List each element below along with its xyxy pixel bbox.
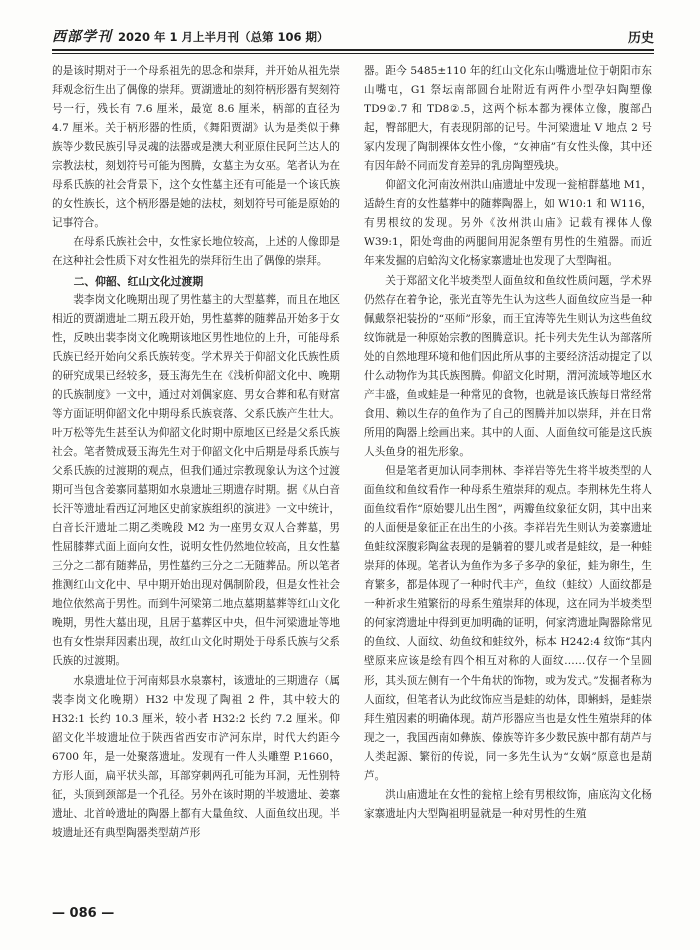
paragraph: 的是该时期对于一个母系祖先的思念和崇拜，并开始从祖先崇拜观念衍生出了偶像的崇拜。贾湖遗址的刻符柄形器有契刻符号一行，残长有 7.6 厘米，最宽 8.6 厘米，柄部的直径为 4.7 厘米。关于柄形器的性质，《舞阳贾湖》认为是类似于彝族等少数民族引导灵魂的法器或是澳大利亚原住民阿兰达人的宗教法杖，刻划符号可能为图腾，女墓主为女巫。笔者认为在母系氏族的社会背景下，这个女性墓主还有可能是一个该氏族的女性族长，这个柄形器是她的法杖，刻划符号可能是原始的记事符合。 <box>52 65 340 230</box>
paragraph: 裴李岗文化晚期出现了男性墓主的大型墓葬，而且在地区相近的贾湖遗址二期五段开始，男性墓葬的随葬品开始多于女性，反映出裴李岗文化晚期该地区男性地位的上升，可能母系氏族已经开始向父系氏族转变。学术界关于仰韶文化氏族性质的研究成果已经较多，聂玉海先生在《浅析仰韶文化中、晚期的氏族制度》一文中，通过对刘偶家庭、男女合葬和私有财富等方面证明仰韶文化中期母系氏族衰落、父系氏族产生壮大。叶万松等先生甚至认为仰韶文化时期中原地区已经是父系氏族社会。笔者赞成聂玉海先生对于仰韶文化中后期是母系氏族与父系氏族的过渡期的观点，但我们通过宗教现象认为这个过渡期可当包含姜寨同墓期如水泉遗址三期遗存时期。据《从白音长汗等遗址看西辽河地区史前家族组织的演进》一文中统计，白音长汗遗址二期乙类晚段 M2 为一座男女双人合葬墓，男性屈膝葬式面上面向女性，说明女性仍然地位较高，且女性墓三分之二都有随葬品，男性墓约三分之二无随葬品。所以笔者推测红山文化中、早中期开始出现对偶制阶段，但是女性社会地位依然高于男性。而到牛河梁第二地点墓期墓葬等红山文化晚期，男性大墓出现，且居于墓葬区中央，但牛河梁遗址等地也有女性崇拜因素出现，故红山文化时期处于母系氏族与父系氏族的过渡期。 <box>52 293 340 668</box>
left-column <box>52 62 340 902</box>
paragraph: 水泉遗址位于河南郏县水泉寨村，该遗址的三期遗存（属裴李岗文化晚期）H32 中发现了陶祖 2 件，其中较大的 H32:1 长约 10.3 厘米，较小者 H32:2 长约 7.2 厘米。仰韶文化半坡遗址位于陕西省西安市浐河东岸，时代大约距今 6700 年，是一处聚落遗址。发现有一件人头雕塑 P.1660，方形人面，扁平状头部，耳部穿刺两孔可能为耳洞，无性别特征，头顶到颈部是一个孔径。另外在该时期的半坡遗址、姜寨遗址、北首岭遗址的陶器上都有大量鱼纹、人面鱼纹出现。半坡遗址还有典型陶器类型葫芦形 <box>52 674 340 839</box>
header-left <box>52 26 329 46</box>
paragraph: 器。距今 5485±110 年的红山文化东山嘴遗址位于朝阳市东山嘴屯，G1 祭坛南部圆台址附近有两件小型孕妇陶塑像 TD9②.7 和 TD8②.5，这两个标本都为裸体立像，腹部凸起，臀部肥大，有表现阴部的记号。牛河梁遗址 V 地点 2 号冢内发现了陶制裸体女性小像，“女神庙”有女性头像，其中还有因年龄不同而发育差异的乳房陶塑残块。 <box>364 65 652 173</box>
issue-info: 2020 年 1 月上半月刊（总第 106 期） <box>118 30 329 44</box>
page-header <box>52 24 654 46</box>
header-rule-thick <box>52 49 654 51</box>
paragraph: 洪山庙遗址在女性的瓮棺上绘有男根纹饰，庙底沟文化杨家寨遗址内大型陶祖明显就是一种对男性的生殖 <box>364 788 652 820</box>
header-rule-thin <box>52 53 654 54</box>
right-column <box>364 62 652 902</box>
section-title: 历史 <box>627 31 654 46</box>
paragraph: 在母系氏族社会中，女性家长地位较高，上述的人像即是在这种社会性质下对女性祖先的崇拜衍生出了偶像的崇拜。 <box>52 236 340 268</box>
paragraph: 仰韶文化河南汝州洪山庙遗址中发现一瓮棺群墓地 M1，适龄生育的女性墓葬中的随葬陶器上，如 W10:1 和 W116，有男根纹的发现。另外《汝州洪山庙》记载有裸体人像 W39:1，阳处弯曲的两腿间用泥条塑有男性的生殖器。而近年来发掘的启蛤沟文化杨家寨遗址也发现了大型陶祖。 <box>364 179 652 268</box>
paragraph: 但是笔者更加认同李荆林、李祥岩等先生将半坡类型的人面鱼纹和鱼纹看作一种母系生殖崇拜的观点。李荆林先生将人面鱼纹看作“原始婴儿出生图”，两瓣鱼纹象征女阴，其中出来的人面便是象征正在出生的小孩。李祥岩先生则认为姜寨遗址鱼蛙纹深腹彩陶盆表现的是躺着的婴儿或者是蛙纹，是一种蛙崇拜的体现。笔者认为鱼作为多子多孕的象征，蛙为卵生，生育繁多，都是体现了一种时代丰产，鱼纹（蛙纹）人面纹都是一种祈求生殖繁衍的母系生殖崇拜的体现，这在同为半坡类型的何家湾遗址中得到更加明确的证明，何家湾遗址陶器除常见的鱼纹、人面纹、幼鱼纹和蛙纹外，标本 H242:4 纹饰“其内壁原来应该是绘有四个相互对称的人面纹……仅存一个呈圆形，其头顶左侧有一个牛角状的饰物，或为发式。”发掘者称为人面纹，但笔者认为此纹饰应当是蛙的幼体，即蝌蚪，是蛙崇拜生殖因素的明确体现。葫芦形器应当也是女性生殖崇拜的体现之一，我国西南如彝族、傣族等许多少数民族中都有葫芦与人类起源、繁衍的传说，同一多先生认为“女娲”原意也是葫芦。 <box>364 464 652 782</box>
paragraph: 关于郑韶文化半坡类型人面鱼纹和鱼纹性质问题，学术界仍然存在着争论，张光直等先生认为这些人面鱼纹应当是一种佩戴祭祀装扮的“巫师”形象，而王宜涛等先生则认为这些鱼纹纹饰就是一种原始宗教的图腾意识。托卡列夫先生认为部落所处的自然地理环境和他们因此所从事的主要经济活动提定了以什么动物作为其氏族图腾。仰韶文化时期，渭河流域等地区水产丰盛，鱼或蛙是一种常见的食物，也就是该氏族每日常经常食用、赖以生存的鱼作为了自己的图腾并加以崇拜，并在日常所用的陶器上绘画出来。其中的人面、人面鱼纹可能是这氏族人头鱼身的祖先形象。 <box>364 274 652 458</box>
journal-logo: 西部学刊 <box>52 29 112 45</box>
page-number: — 086 — <box>52 906 115 921</box>
section-heading: 二、仰韶、红山文化过渡期 <box>73 274 204 288</box>
